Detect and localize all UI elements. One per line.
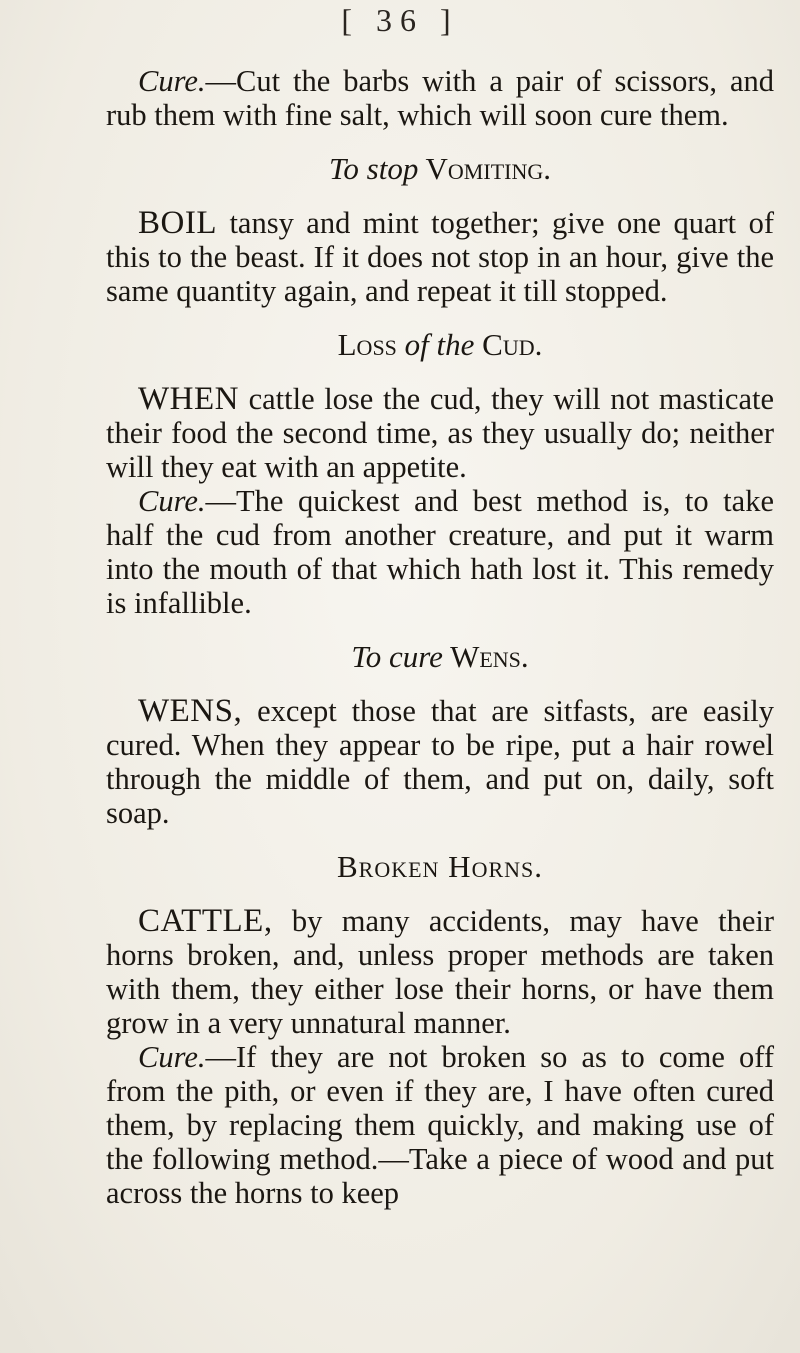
cure-barbs-paragraph	[106, 64, 774, 132]
paragraph-text: tansy and mint together; give one quart of this to the beast. If it does not stop in an hour, give the same quantity again, and repeat it till stopped.	[106, 206, 774, 308]
paragraph-lead: WENS,	[138, 693, 243, 729]
cure-label: Cure.	[138, 64, 206, 98]
horns-paragraph	[106, 904, 774, 1040]
heading-prefix: To cure	[351, 639, 443, 674]
paragraph-lead: BOIL	[138, 205, 217, 241]
vomiting-paragraph	[106, 206, 774, 308]
cud-paragraph	[106, 382, 774, 484]
heading-wens	[106, 640, 774, 674]
heading-word: Vomiting.	[425, 151, 551, 186]
paragraph-text: —Cut the barbs with a pair of scissors, and rub them with fine salt, which will soon cure them.	[106, 64, 774, 132]
heading-word: Wens.	[450, 639, 529, 674]
paragraph-text: cattle lose the cud, they will not masticate their food the second time, as they usually do; neither will they eat with an appetite.	[106, 382, 774, 484]
wens-paragraph	[106, 694, 774, 830]
heading-vomiting	[106, 152, 774, 186]
paragraph-text: by many accidents, may have their horns broken, and, unless proper methods are taken with them, they either lose their horns, or have them grow in a very unnatural manner.	[106, 904, 774, 1040]
heading-loss-of-cud	[106, 328, 774, 362]
cure-label: Cure.	[138, 1040, 206, 1074]
page-number: [ 36 ]	[341, 2, 459, 38]
heading-of: of the	[404, 327, 475, 362]
paragraph-text: except those that are sitfasts, are easily cured. When they appear to be ripe, put a hair rowel through the middle of them, and put on, daily, soft soap.	[106, 694, 774, 830]
cud-cure-paragraph	[106, 484, 774, 620]
paragraph-lead: WHEN	[138, 381, 239, 417]
cure-label: Cure.	[138, 484, 206, 518]
heading-prefix: To stop	[329, 151, 419, 186]
heading-broken-horns: Broken Horns.	[336, 849, 544, 884]
heading-word: Loss	[337, 327, 397, 362]
paragraph-text: —If they are not broken so as to come off from the pith, or even if they are, I have often cured them, by replacing them quickly, and making use of the following method.—Take a piece of wood and put across the horns to keep	[106, 1040, 774, 1210]
paragraph-text: —The quickest and best method is, to take half the cud from another creature, and put it warm into the mouth of that which hath lost it. This remedy is infallible.	[106, 484, 774, 620]
page-body	[106, 64, 774, 1210]
paragraph-lead: CATTLE,	[138, 903, 273, 939]
horns-cure-paragraph	[106, 1040, 774, 1210]
heading-word: Cud.	[482, 327, 543, 362]
